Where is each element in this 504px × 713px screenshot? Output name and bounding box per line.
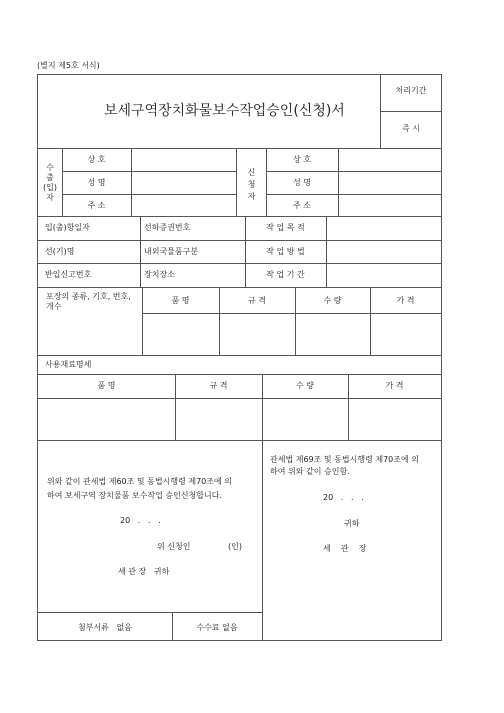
outer-top-border bbox=[37, 74, 442, 75]
goods-header-price: 가 격 bbox=[396, 296, 415, 305]
packaging-label: 포장의 종류, 기호, 번호,개수 bbox=[46, 292, 131, 311]
bl-number-label: 선하증권번호 bbox=[144, 223, 191, 232]
processing-period-label: 처리기간 bbox=[395, 86, 427, 95]
goods-header-name: 품 명 bbox=[171, 296, 190, 305]
applicant-address-label: 주 소 bbox=[293, 201, 311, 210]
outer-left-border bbox=[37, 74, 38, 641]
approval-date: 20 . . . bbox=[323, 493, 364, 502]
declaration-addressee: 세 관 장 귀하 bbox=[118, 567, 170, 576]
materials-title: 사용재료명세 bbox=[45, 360, 92, 369]
declaration-seal: (인) bbox=[228, 542, 242, 551]
approval-authority: 세 관 장 bbox=[323, 544, 367, 553]
materials-header-name: 품 명 bbox=[97, 381, 116, 390]
applicant-label: 신 청 자 bbox=[247, 168, 256, 201]
approval-text-line1: 관세법 제69조 및 동법시행령 제70조에 의 bbox=[270, 455, 419, 464]
exporter-name-label: 성 명 bbox=[87, 178, 106, 187]
applicant-company-label: 상 호 bbox=[293, 155, 311, 164]
fee-label: 수수료 없음 bbox=[196, 623, 238, 632]
materials-header-spec: 규 격 bbox=[209, 381, 228, 390]
work-method-label: 작 업 방 법 bbox=[266, 247, 305, 256]
exporter-label: 수 출 (입) 자 bbox=[43, 163, 57, 202]
form-title: 보세구역장치화물보수작업승인(신청)서 bbox=[104, 103, 345, 119]
applicant-name-label: 성 명 bbox=[293, 178, 311, 187]
exporter-company-label: 상 호 bbox=[87, 155, 106, 164]
entry-report-number-label: 반입신고번호 bbox=[45, 270, 92, 279]
materials-header-quantity: 수 량 bbox=[296, 381, 314, 390]
declaration-text-line2: 하여 보세구역 장치물품 보수작업 승인신청합니다. bbox=[47, 491, 223, 500]
declaration-applicant: 위 신청인 bbox=[157, 542, 191, 551]
declaration-date: 20 . . . bbox=[120, 516, 161, 525]
attachments-label: 첨부서류 없음 bbox=[78, 623, 132, 632]
vessel-name-label: 선(기)명 bbox=[45, 247, 75, 256]
port-date-label: 입(출)항일자 bbox=[45, 223, 90, 232]
declaration-text-line1: 위와 같이 관세법 제60조 및 동법시행령 제70조에 의 bbox=[47, 477, 232, 486]
approval-text-line2: 하여 위와 같이 승인함. bbox=[270, 467, 350, 476]
form-number-label: (별지 제5호 서식) bbox=[37, 61, 100, 70]
goods-origin-label: 내외국물품구분 bbox=[144, 247, 199, 256]
outer-right-border bbox=[441, 74, 442, 641]
processing-period-value: 즉 시 bbox=[402, 124, 420, 133]
goods-header-spec: 규 격 bbox=[248, 296, 266, 305]
approval-addressee: 귀하 bbox=[344, 519, 360, 528]
storage-location-label: 장치장소 bbox=[144, 270, 175, 279]
exporter-address-label: 주 소 bbox=[87, 201, 106, 210]
outer-bottom-border bbox=[37, 640, 442, 641]
materials-header-price: 가 격 bbox=[385, 381, 404, 390]
work-period-label: 작 업 기 간 bbox=[266, 270, 305, 279]
work-purpose-label: 작 업 목 적 bbox=[266, 223, 305, 232]
goods-header-quantity: 수 량 bbox=[323, 296, 342, 305]
